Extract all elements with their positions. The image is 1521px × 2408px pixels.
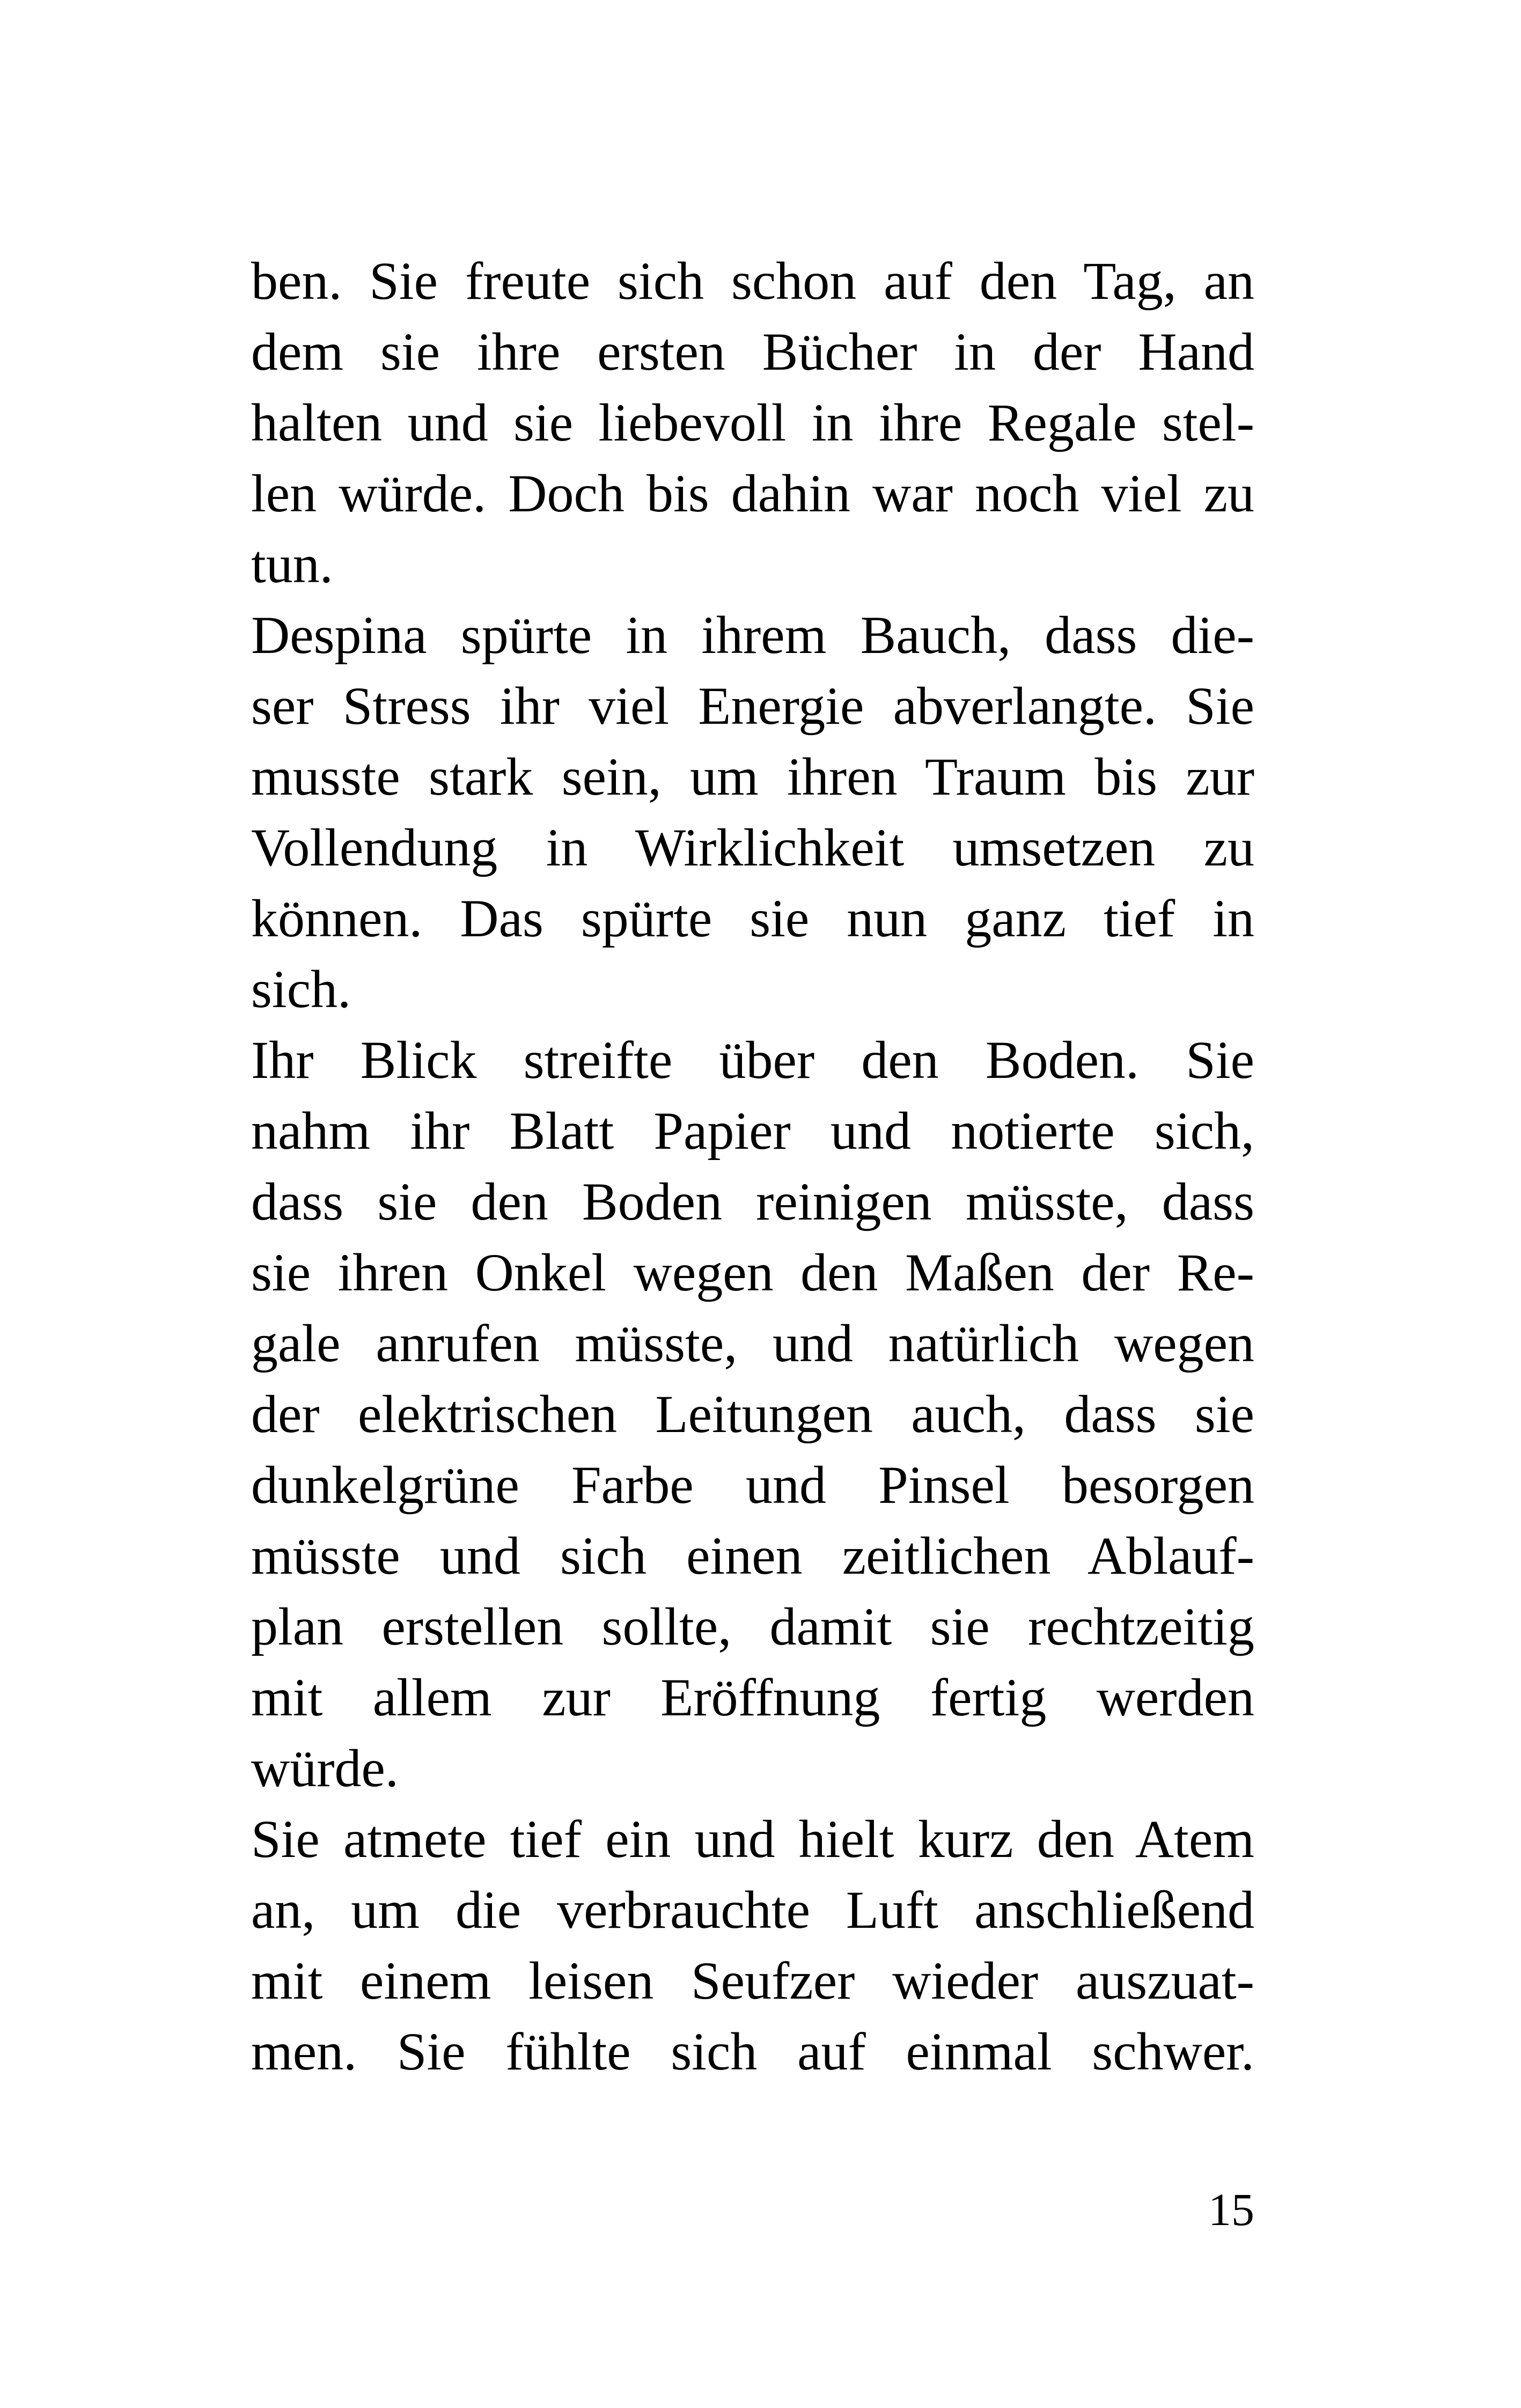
- text-line: müsste und sich einen zeitlichen Ablauf-: [251, 1526, 1254, 1585]
- body-text: [251, 246, 1254, 2087]
- text-line: mit allem zur Eröffnung fertig werden: [251, 1668, 1254, 1727]
- text-line: plan erstellen sollte, damit sie rechtzeitig: [251, 1597, 1254, 1656]
- text-line: dass sie den Boden reinigen müsste, dass: [251, 1172, 1254, 1231]
- text-line: len würde. Doch bis dahin war noch viel zu: [251, 464, 1254, 523]
- text-line: sie ihren Onkel wegen den Maßen der Re-: [251, 1243, 1254, 1302]
- text-line: dem sie ihre ersten Bücher in der Hand: [251, 322, 1254, 381]
- text-line: ser Stress ihr viel Energie abverlangte. Sie: [251, 676, 1254, 736]
- text-line: würde.: [251, 1738, 399, 1798]
- text-line: der elektrischen Leitungen auch, dass sie: [251, 1384, 1254, 1444]
- text-line: an, um die verbrauchte Luft anschließend: [251, 1880, 1254, 1940]
- text-line: men. Sie fühlte sich auf einmal schwer.: [251, 2022, 1254, 2081]
- text-line: gale anrufen müsste, und natürlich wegen: [251, 1313, 1254, 1373]
- text-line: halten und sie liebevoll in ihre Regale stel-: [251, 393, 1254, 452]
- text-line: musste stark sein, um ihren Traum bis zur: [251, 747, 1254, 806]
- text-line: Sie atmete tief ein und hielt kurz den Atem: [251, 1809, 1254, 1869]
- text-line: ben. Sie freute sich schon auf den Tag, an: [251, 251, 1254, 311]
- text-line: Ihr Blick streifte über den Boden. Sie: [251, 1030, 1254, 1090]
- page-number: 15: [1208, 2184, 1254, 2235]
- text-line: sich.: [251, 959, 351, 1019]
- text-line: Vollendung in Wirklichkeit umsetzen zu: [251, 818, 1254, 877]
- text-line: mit einem leisen Seufzer wieder auszuat-: [251, 1951, 1254, 2010]
- text-line: nahm ihr Blatt Papier und notierte sich,: [251, 1101, 1254, 1161]
- text-line: dunkelgrüne Farbe und Pinsel besorgen: [251, 1455, 1254, 1515]
- text-line: Despina spürte in ihrem Bauch, dass die-: [251, 605, 1254, 665]
- text-line: können. Das spürte sie nun ganz tief in: [251, 889, 1254, 948]
- text-line: tun.: [251, 534, 333, 594]
